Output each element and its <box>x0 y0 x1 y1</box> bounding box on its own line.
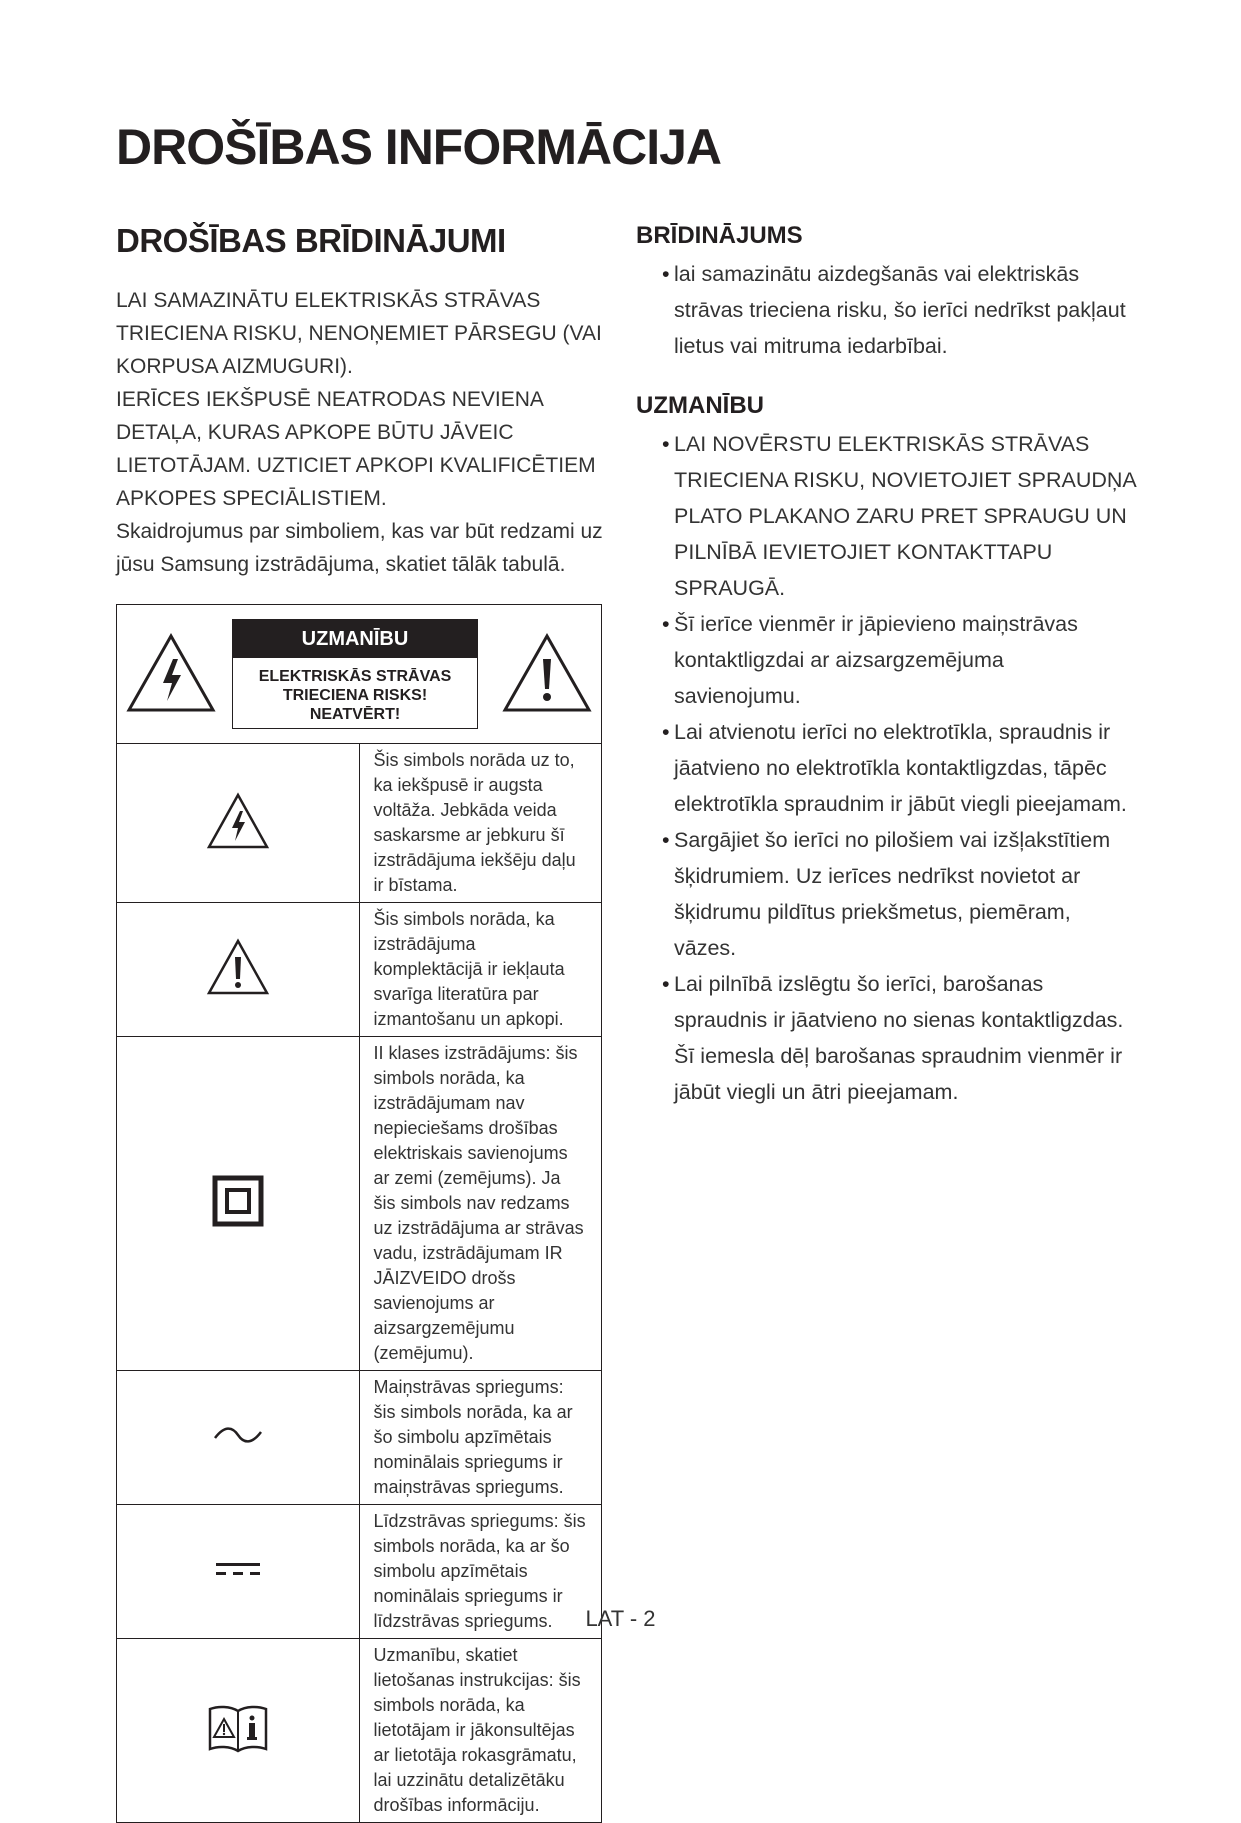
warning-list <box>636 256 1136 364</box>
section-title-safety-warnings: DROŠĪBAS BRĪDINĀJUMI <box>116 222 506 259</box>
caution-label-line: TRIECIENA RISKS! <box>282 687 428 704</box>
table-header-row <box>117 605 602 744</box>
intro-paragraph-symbols: Skaidrojumus par simboliem, kas var būt redzami uz jūsu Samsung izstrādājuma, skatiet tālāk tabulā. <box>116 520 603 576</box>
intro-paragraph-cover: LAI SAMAZINĀTU ELEKTRISKĀS STRĀVAS TRIECIENA RISKU, NENOŅEMIET PĀRSEGU (VAI KORPUSA AIZMUGURI). <box>116 289 602 378</box>
caution-title: UZMANĪBU <box>636 392 764 419</box>
caution-list <box>636 426 1136 1110</box>
caution-label-body <box>233 658 477 724</box>
caution-label-cell <box>117 605 602 744</box>
list-item: • Sargājiet šo ierīci no pilošiem vai izšļakstītiem šķidrumiem. Uz ierīces nedrīkst novietot ar šķidrumu pildītus priekšmetus, piemēram, vāzes. <box>636 822 1136 966</box>
symbol-description: Šis simbols norāda uz to, ka iekšpusē ir augsta voltāža. Jebkāda veida saskarsme ar jebkuru šī izstrādājuma iekšēju daļu ir bīstama. <box>359 744 602 903</box>
symbol-description: Šis simbols norāda, ka izstrādājuma komplektācijā ir iekļauta svarīga literatūra par izmantošanu un apkopi. <box>359 903 602 1037</box>
warning-title: BRĪDINĀJUMS <box>636 222 803 249</box>
caution-label-box <box>232 619 478 729</box>
caution-label-line: ELEKTRISKĀS STRĀVAS <box>258 668 452 685</box>
symbol-description: Uzmanību, skatiet lietošanas instrukcijas: šis simbols norāda, ka lietotājam ir jākonsultējas ar lietotāja rokasgrāmatu, lai uzzinātu detalizētāku drošības informāciju. <box>359 1639 602 1823</box>
list-item: • lai samazinātu aizdegšanās vai elektriskās strāvas trieciena risku, šo ierīci nedrīkst pakļaut lietus vai mitruma iedarbībai. <box>636 256 1136 364</box>
symbols-table <box>116 604 602 1823</box>
caution-label-line: NEATVĒRT! <box>309 706 401 723</box>
caution-label-title: UZMANĪBU <box>233 620 477 658</box>
symbol-description: Līdzstrāvas spriegums: šis simbols norāda, ka ar šo simbolu apzīmētais nominālais spriegums ir līdzstrāvas spriegums. <box>359 1505 602 1639</box>
page-number: LAT - 2 <box>585 1606 656 1631</box>
page-title: DROŠĪBAS INFORMĀCIJA <box>116 119 722 175</box>
list-item: • Lai atvienotu ierīci no elektrotīkla, spraudnis ir jāatvieno no elektrotīkla kontaktligzdas, tāpēc elektrotīkla spraudnim ir jābūt viegli pieejamam. <box>636 714 1136 822</box>
table-row <box>117 903 602 1037</box>
list-item: • LAI NOVĒRSTU ELEKTRISKĀS STRĀVAS TRIECIENA RISKU, NOVIETOJIET SPRAUDŅA PLATO PLAKANO ZARU PRET SPRAUGU UN PILNĪBĀ IEVIETOJIET KONTAKTTAPU SPRAUGĀ. <box>636 426 1136 606</box>
symbol-description: II klases izstrādājums: šis simbols norāda, ka izstrādājumam nav nepieciešams drošības elektriskais savienojums ar zemi (zemējums). Ja šis simbols nav redzams uz izstrādājuma ar strāvas vadu, izstrādājumam IR JĀIZVEIDO drošs savienojums ar aizsargzemējumu (zemējumu). <box>359 1037 602 1371</box>
caution-block <box>636 392 1136 1110</box>
intro-paragraph-service: IERĪCES IEKŠPUSĒ NEATRODAS NEVIENA DETAĻA, KURAS APKOPE BŪTU JĀVEIC LIETOTĀJAM. UZTICIET APKOPI KVALIFICĒTIEM APKOPES SPECIĀLISTIEM. <box>116 388 596 510</box>
list-item: • Lai pilnībā izslēgtu šo ierīci, barošanas spraudnis ir jāatvieno no sienas kontaktligzdas. Šī iemesla dēļ barošanas spraudnim vienmēr ir jābūt viegli un ātri pieejamam. <box>636 966 1136 1110</box>
left-column <box>116 222 616 581</box>
symbol-description: Maiņstrāvas spriegums: šis simbols norāda, ka ar šo simbolu apzīmētais nominālais spriegums ir maiņstrāvas spriegums. <box>359 1371 602 1505</box>
exclamation-warning-icon <box>501 631 593 720</box>
table-row <box>117 744 602 903</box>
warning-block <box>636 222 1136 364</box>
ac-wave-icon <box>117 1371 360 1505</box>
table-row <box>117 1371 602 1505</box>
lightning-warning-icon <box>125 631 217 720</box>
table-row <box>117 1037 602 1371</box>
exclamation-warning-icon <box>117 903 360 1037</box>
list-item: • Šī ierīce vienmēr ir jāpievieno maiņstrāvas kontaktligzdai ar aizsargzemējuma savienojumu. <box>636 606 1136 714</box>
right-column <box>636 222 1136 1110</box>
lightning-warning-icon <box>117 744 360 903</box>
intro-text <box>116 284 616 581</box>
table-row <box>117 1639 602 1823</box>
double-square-icon <box>117 1037 360 1371</box>
manual-info-icon <box>117 1639 360 1823</box>
